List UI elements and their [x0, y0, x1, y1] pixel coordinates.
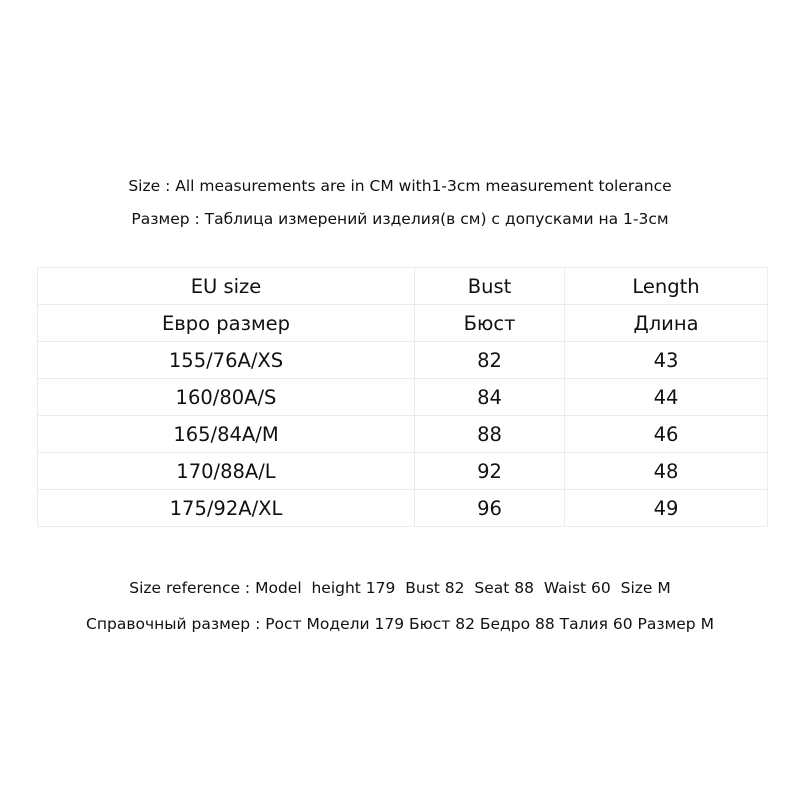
- size-reference-en: Size reference : Model height 179 Bust 82 Seat 88 Waist 60 Size M: [129, 579, 671, 597]
- cell-length: 46: [565, 416, 768, 453]
- header-bust-ru: Бюст: [415, 305, 565, 342]
- cell-length: 43: [565, 342, 768, 379]
- header-length-ru: Длина: [565, 305, 768, 342]
- cell-length: 44: [565, 379, 768, 416]
- table-row: [38, 416, 768, 453]
- header-bust: Bust: [415, 268, 565, 305]
- header-length: Length: [565, 268, 768, 305]
- cell-length: 48: [565, 453, 768, 490]
- cell-size: 170/88A/L: [38, 453, 415, 490]
- cell-bust: 82: [415, 342, 565, 379]
- cell-bust: 88: [415, 416, 565, 453]
- table-row: [38, 490, 768, 527]
- cell-bust: 92: [415, 453, 565, 490]
- tolerance-note-en: Size : All measurements are in CM with1-3cm measurement tolerance: [128, 177, 672, 195]
- cell-bust: 84: [415, 379, 565, 416]
- cell-size: 155/76A/XS: [38, 342, 415, 379]
- cell-length: 49: [565, 490, 768, 527]
- size-chart-table: [37, 267, 768, 527]
- table-row: [38, 342, 768, 379]
- table-header-row-en: [38, 268, 768, 305]
- size-reference-ru: Справочный размер : Рост Модели 179 Бюст 82 Бедро 88 Талия 60 Размер M: [86, 615, 714, 633]
- table-header-row-ru: [38, 305, 768, 342]
- tolerance-note-ru: Размер : Таблица измерений изделия(в см) с допусками на 1-3см: [131, 210, 669, 228]
- cell-size: 165/84A/M: [38, 416, 415, 453]
- header-eu-size: EU size: [38, 268, 415, 305]
- table-row: [38, 379, 768, 416]
- table-row: [38, 453, 768, 490]
- cell-bust: 96: [415, 490, 565, 527]
- header-eu-size-ru: Евро размер: [38, 305, 415, 342]
- cell-size: 175/92A/XL: [38, 490, 415, 527]
- cell-size: 160/80A/S: [38, 379, 415, 416]
